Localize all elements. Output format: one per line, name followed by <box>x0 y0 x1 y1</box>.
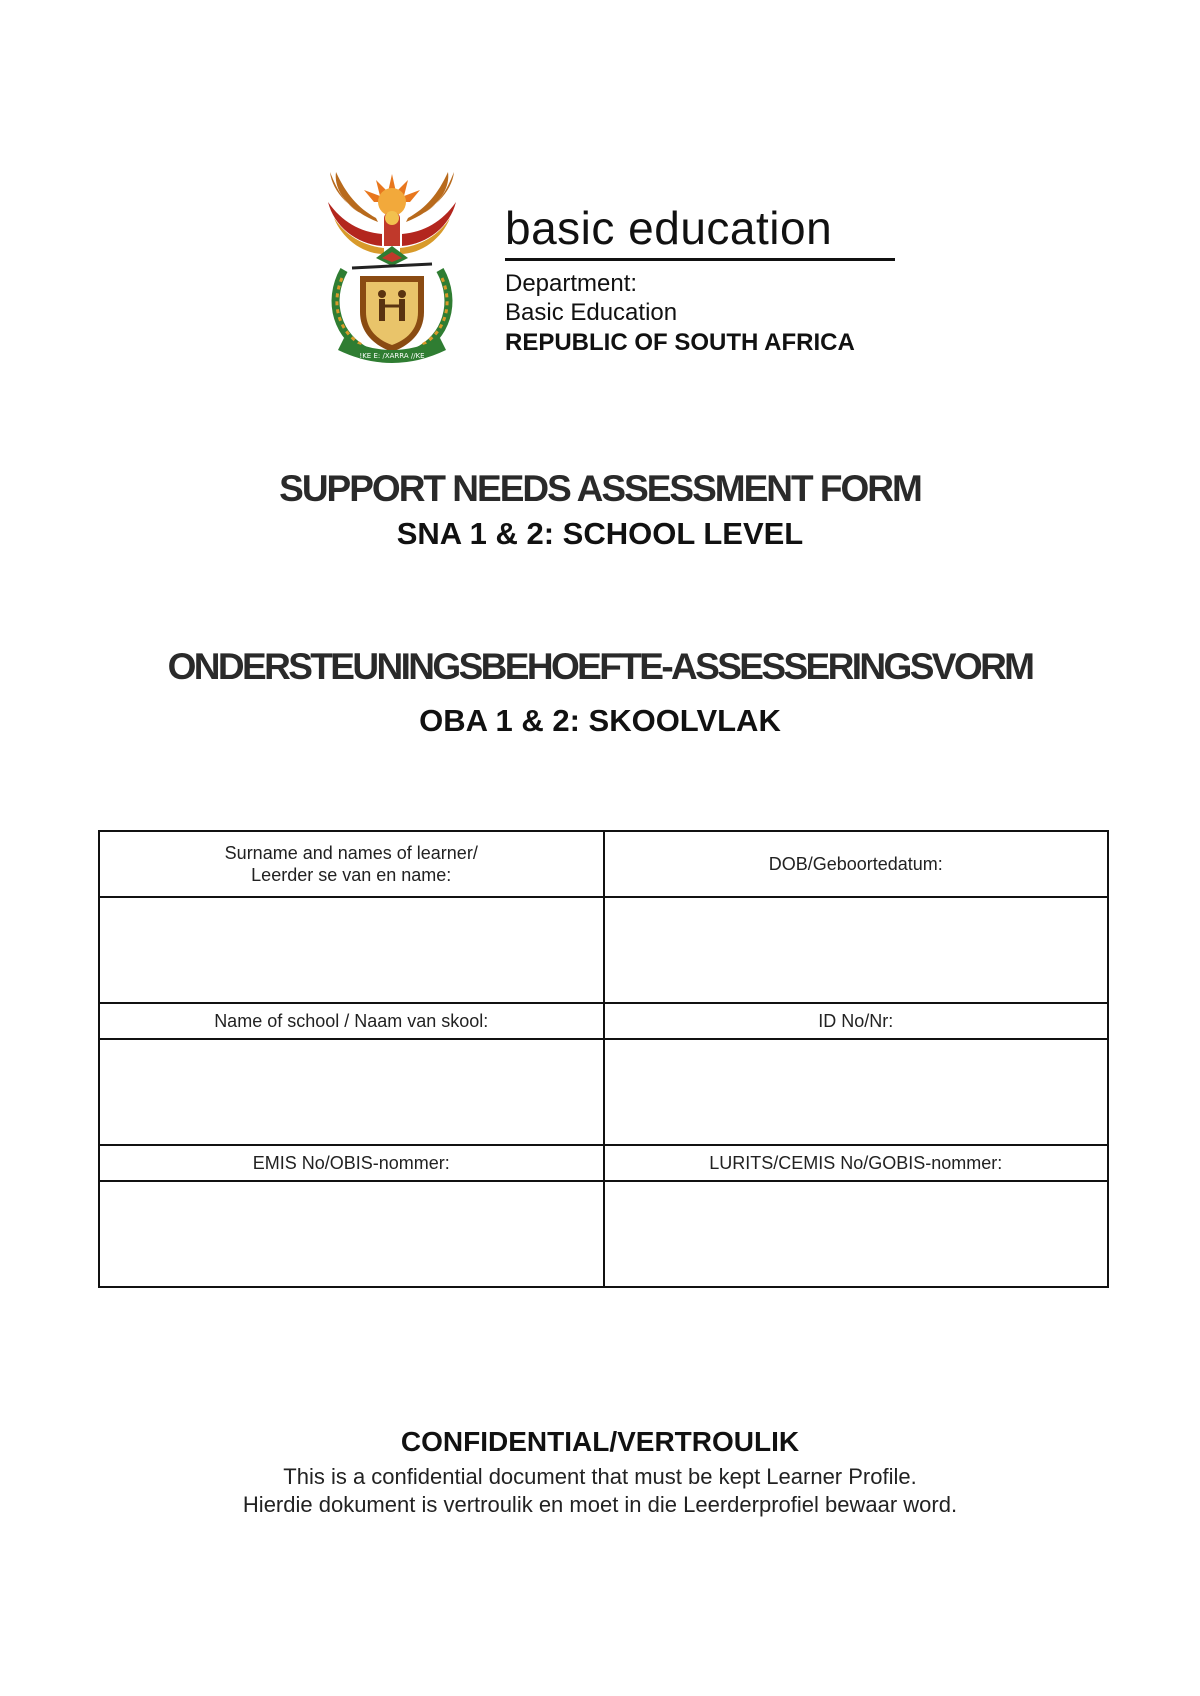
learner-details-table <box>98 830 1109 1288</box>
lurits-number-field[interactable] <box>604 1181 1109 1287</box>
school-name-label: Name of school / Naam van skool: <box>99 1003 604 1039</box>
form-title-english: SUPPORT NEEDS ASSESSMENT FORM <box>279 468 921 509</box>
motto-text: !KE E: /XARRA //KE <box>359 352 425 360</box>
rising-sun-icon <box>364 174 420 216</box>
emis-number-field[interactable] <box>99 1181 604 1287</box>
learner-name-label-line2: Leerder se van en name: <box>251 865 452 885</box>
lurits-number-label: LURITS/CEMIS No/GOBIS-nommer: <box>604 1145 1109 1181</box>
table-header-row <box>99 831 1108 897</box>
form-subtitle-english: SNA 1 & 2: SCHOOL LEVEL <box>396 516 804 551</box>
id-number-field[interactable] <box>604 1039 1109 1145</box>
confidential-heading: CONFIDENTIAL/VERTROULIK <box>400 1426 800 1457</box>
dob-field[interactable] <box>604 897 1109 1003</box>
school-name-field[interactable] <box>99 1039 604 1145</box>
table-header-row <box>99 1003 1108 1039</box>
learner-name-label <box>99 831 604 897</box>
country-name: REPUBLIC OF SOUTH AFRICA <box>505 329 855 356</box>
table-header-row <box>99 1145 1108 1181</box>
dob-label: DOB/Geboortedatum: <box>604 831 1109 897</box>
department-subname: Basic Education <box>505 299 678 326</box>
coat-of-arms-icon <box>312 162 472 372</box>
table-input-row <box>99 1181 1108 1287</box>
department-divider <box>505 258 895 261</box>
id-number-label: ID No/Nr: <box>604 1003 1109 1039</box>
emis-number-label: EMIS No/OBIS-nommer: <box>99 1145 604 1181</box>
shield-icon <box>360 276 424 352</box>
form-subtitle-afrikaans: OBA 1 & 2: SKOOLVLAK <box>419 703 781 738</box>
table-input-row <box>99 1039 1108 1145</box>
form-title-afrikaans: ONDERSTEUNINGSBEHOEFTE-ASSESSERINGSVORM <box>167 646 1033 687</box>
learner-name-field[interactable] <box>99 897 604 1003</box>
department-name: basic education <box>505 202 833 254</box>
confidential-note-english: This is a confidential document that must be kept Learner Profile. <box>283 1464 917 1489</box>
table-input-row <box>99 897 1108 1003</box>
department-label: Department: <box>505 270 638 297</box>
learner-name-label-line1: Surname and names of learner/ <box>224 842 478 863</box>
confidential-note-afrikaans: Hierdie dokument is vertroulik en moet in die Leerderprofiel bewaar word. <box>242 1492 958 1517</box>
